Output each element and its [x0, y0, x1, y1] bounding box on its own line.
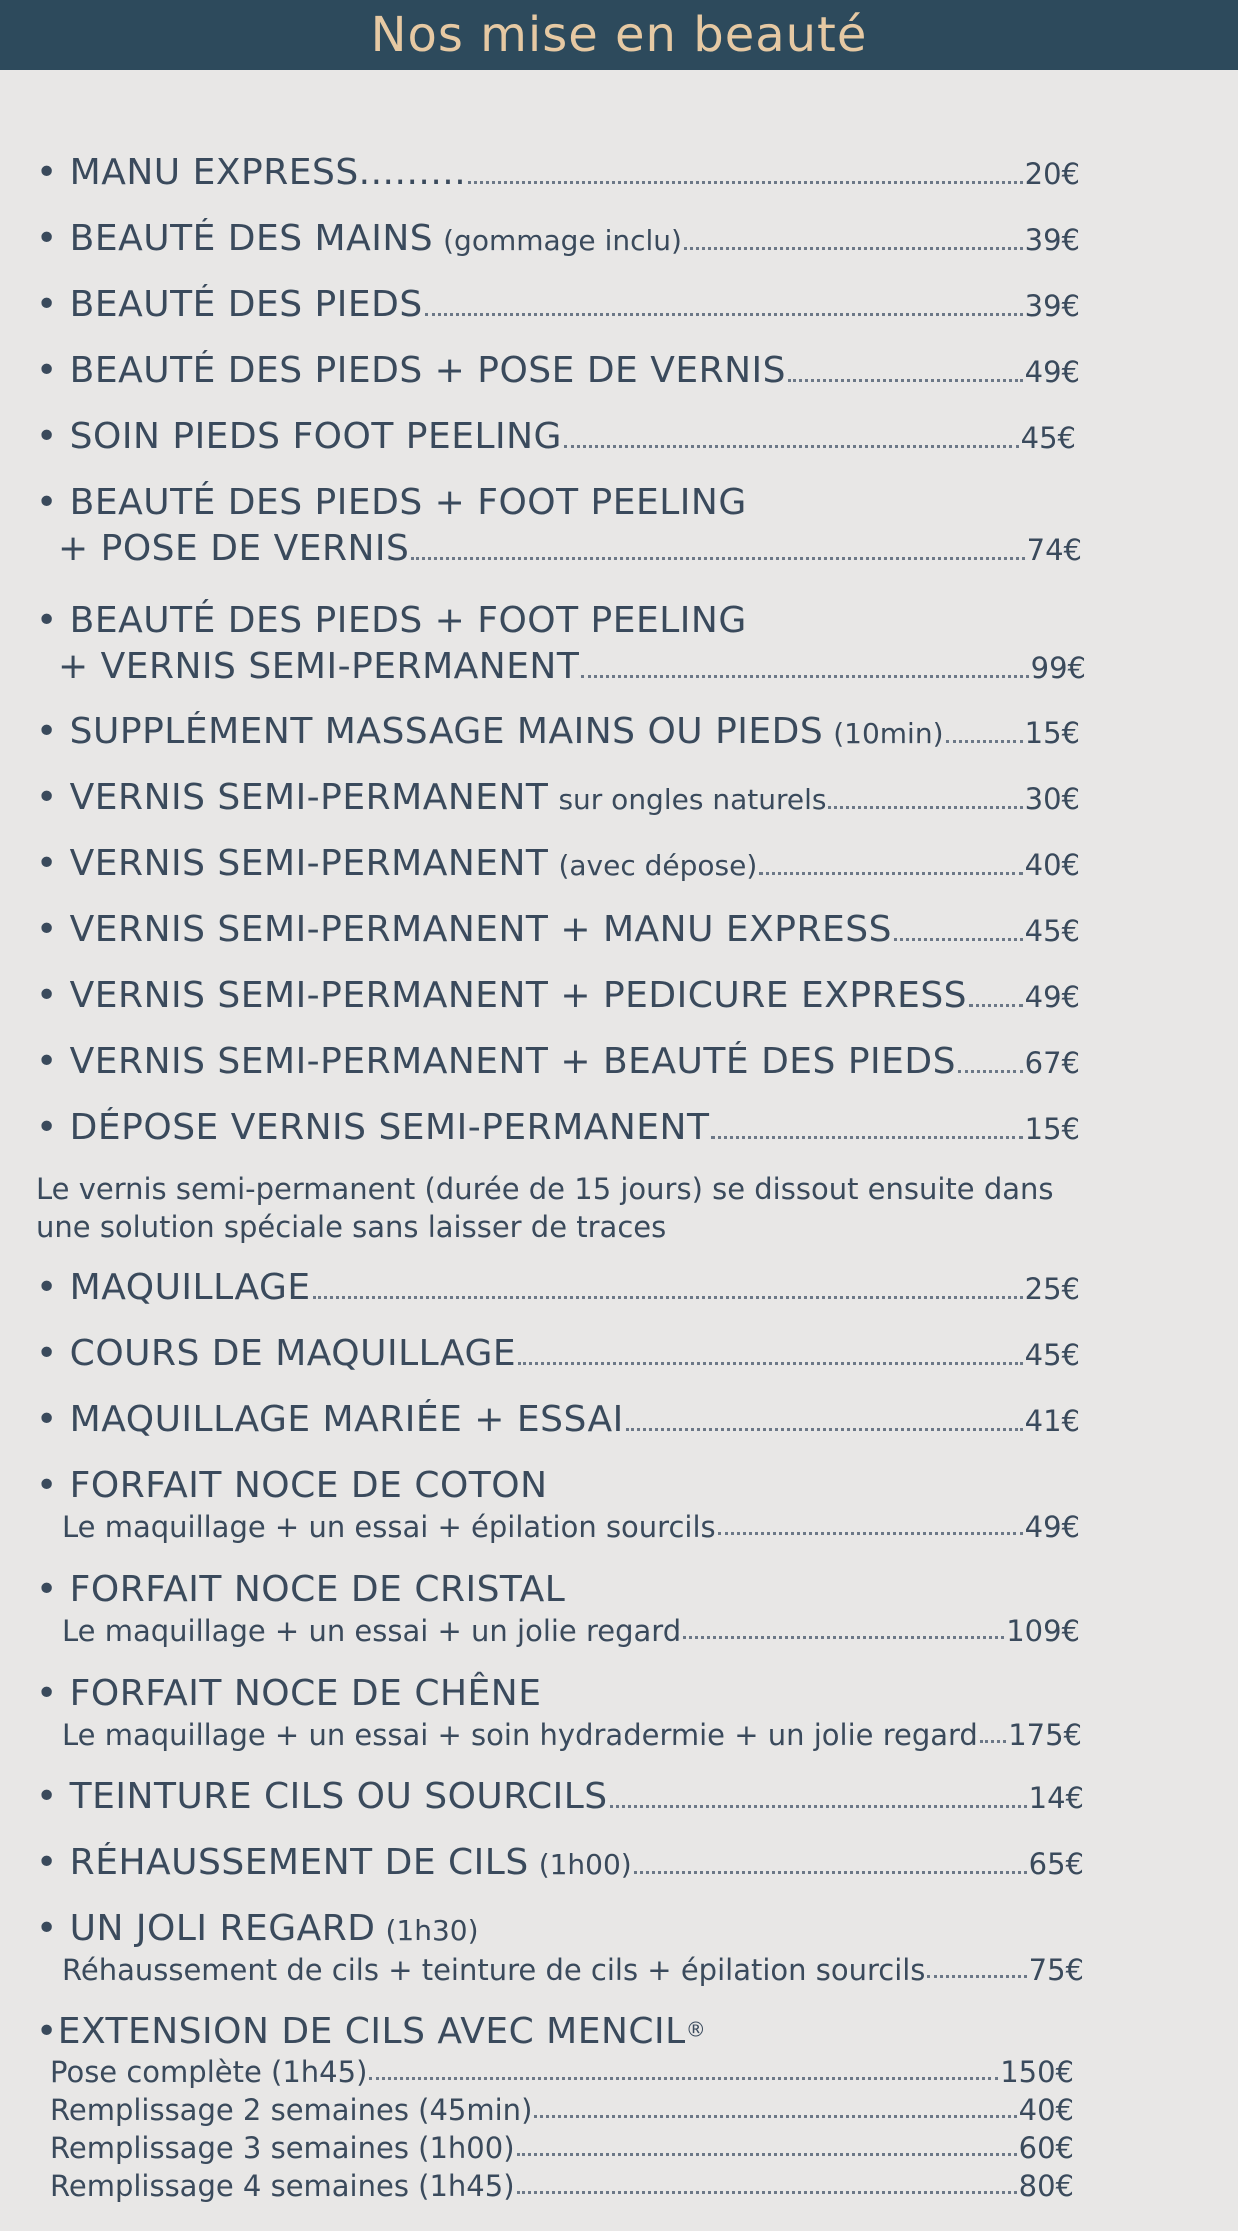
dot-leader: [894, 936, 1023, 941]
item-name: • MANU EXPRESS.........: [36, 152, 467, 193]
list-item: [36, 1267, 1080, 1308]
item-price: 67€: [1024, 1046, 1080, 1080]
list-item: [62, 1614, 1080, 1648]
item-price: 60€: [1018, 2131, 1074, 2165]
item-price: 41€: [1024, 1404, 1080, 1438]
item-price: 39€: [1024, 223, 1080, 257]
item-name-group: [36, 1908, 479, 1949]
list-item: [36, 416, 1076, 457]
dot-leader: [718, 1530, 1023, 1535]
list-item: [36, 1842, 1084, 1883]
dot-leader: [369, 2075, 998, 2080]
list-item: [36, 975, 1080, 1016]
item-name-line2: + VERNIS SEMI-PERMANENT: [58, 646, 580, 687]
item-name: • VERNIS SEMI-PERMANENT + MANU EXPRESS: [36, 909, 892, 950]
item-detail: (1h00): [538, 1848, 632, 1881]
item-price: 25€: [1024, 1272, 1080, 1306]
item-detail: (avec dépose): [558, 849, 758, 882]
item-price: 45€: [1024, 914, 1080, 948]
item-detail: (10min): [833, 717, 944, 750]
item-price: 99€: [1030, 651, 1086, 685]
item-name: • BEAUTÉ DES MAINS: [36, 218, 434, 259]
item-name: • FORFAIT NOCE DE COTON: [36, 1465, 548, 1506]
item-price: 15€: [1024, 1112, 1080, 1146]
item-price: 80€: [1018, 2169, 1074, 2203]
dot-leader: [517, 2189, 1017, 2194]
item-price: 15€: [1024, 716, 1080, 750]
header-banner: [0, 0, 1238, 70]
item-name-line2: + POSE DE VERNIS: [58, 528, 410, 569]
item-name: • TEINTURE CILS OU SOURCILS: [36, 1776, 608, 1817]
list-item: [36, 284, 1080, 325]
note-line: Le vernis semi-permanent (durée de 15 jours) se dissout ensuite dans: [36, 1172, 1054, 1206]
item-name: • FORFAIT NOCE DE CRISTAL: [36, 1569, 566, 1610]
dot-leader: [534, 2113, 1016, 2118]
dot-leader: [564, 443, 1019, 448]
item-price: 45€: [1020, 421, 1076, 455]
item-detail: (gommage inclu): [443, 224, 682, 257]
list-item: [58, 646, 1086, 687]
item-name: • MAQUILLAGE MARIÉE + ESSAI: [36, 1399, 624, 1440]
dot-leader: [828, 804, 1022, 809]
item-name: • MAQUILLAGE: [36, 1267, 311, 1308]
registered-mark: ®: [685, 2017, 706, 2042]
item-description: Réhaussement de cils + teinture de cils + épilation sourcils: [62, 1953, 926, 1987]
dot-leader: [468, 179, 1022, 184]
extension-title-text: •EXTENSION DE CILS AVEC MENCIL: [36, 2011, 686, 2052]
item-price: 75€: [1028, 1953, 1084, 1987]
item-price: 65€: [1028, 1847, 1084, 1881]
item-name: • COURS DE MAQUILLAGE: [36, 1333, 517, 1374]
item-name: • DÉPOSE VERNIS SEMI-PERMANENT: [36, 1107, 710, 1148]
item-name: • UN JOLI REGARD: [36, 1908, 376, 1949]
item-price: 150€: [1000, 2055, 1074, 2089]
item-price: 45€: [1024, 1338, 1080, 1372]
list-item: [62, 1510, 1080, 1544]
item-price: 40€: [1018, 2093, 1074, 2127]
item-description: Le maquillage + un essai + épilation sourcils: [62, 1510, 716, 1544]
list-item: [62, 1718, 1082, 1752]
item-name: Remplissage 3 semaines (1h00): [50, 2131, 515, 2165]
dot-leader: [711, 1134, 1022, 1139]
item-price: 14€: [1028, 1781, 1084, 1815]
list-item: [36, 1333, 1080, 1374]
item-price: 20€: [1024, 157, 1080, 191]
list-item: [62, 1953, 1084, 1987]
item-name: • BEAUTÉ DES PIEDS: [36, 284, 423, 325]
dot-leader: [313, 1294, 1023, 1299]
list-item: [36, 1107, 1080, 1148]
list-item: [36, 843, 1080, 884]
page-title: Nos mise en beauté: [370, 7, 868, 63]
item-detail: (1h30): [385, 1914, 479, 1947]
item-price: 74€: [1026, 533, 1082, 567]
list-item: [50, 2131, 1074, 2165]
item-price: 175€: [1008, 1718, 1082, 1752]
dot-leader: [759, 870, 1022, 875]
item-name: • SOIN PIEDS FOOT PEELING: [36, 416, 562, 457]
item-price: 49€: [1024, 1510, 1080, 1544]
dot-leader: [927, 1973, 1026, 1978]
item-name: • VERNIS SEMI-PERMANENT + BEAUTÉ DES PIEDS: [36, 1041, 956, 1082]
item-name: • BEAUTÉ DES PIEDS + FOOT PEELING: [36, 482, 747, 523]
note-text: [36, 1170, 1054, 1246]
list-item: [36, 1776, 1084, 1817]
list-item: [36, 1041, 1080, 1082]
dot-leader: [634, 1869, 1027, 1874]
item-name: • VERNIS SEMI-PERMANENT: [36, 777, 549, 818]
item-detail: sur ongles naturels: [558, 783, 827, 816]
item-name: • SUPPLÉMENT MASSAGE MAINS OU PIEDS: [36, 711, 824, 752]
item-price: 49€: [1024, 355, 1080, 389]
dot-leader: [425, 311, 1023, 316]
item-name: • FORFAIT NOCE DE CHÊNE: [36, 1673, 542, 1714]
note-line: une solution spéciale sans laisser de traces: [36, 1210, 667, 1244]
dot-leader: [946, 738, 1023, 743]
list-item: [36, 1399, 1080, 1440]
dot-leader: [517, 2151, 1017, 2156]
dot-leader: [683, 1634, 1004, 1639]
list-item: [50, 2093, 1074, 2127]
item-description: Le maquillage + un essai + soin hydradermie + un jolie regard: [62, 1718, 978, 1752]
list-item: [50, 2169, 1074, 2203]
dot-leader: [684, 245, 1023, 250]
dot-leader: [969, 1002, 1023, 1007]
item-name: Remplissage 2 semaines (45min): [50, 2093, 533, 2127]
list-item: [36, 711, 1080, 752]
dot-leader: [958, 1068, 1023, 1073]
list-item: [36, 350, 1080, 391]
dot-leader: [610, 1803, 1027, 1808]
list-item: [36, 909, 1080, 950]
item-name: • VERNIS SEMI-PERMANENT: [36, 843, 549, 884]
item-name: Pose complète (1h45): [50, 2055, 368, 2089]
dot-leader: [980, 1738, 1006, 1743]
list-item: [50, 2055, 1074, 2089]
dot-leader: [518, 1360, 1022, 1365]
item-price: 109€: [1006, 1614, 1080, 1648]
list-item: [36, 152, 1080, 193]
item-price: 49€: [1024, 980, 1080, 1014]
list-item: [36, 218, 1080, 259]
dot-leader: [581, 673, 1028, 678]
item-price: 30€: [1024, 782, 1080, 816]
item-price: 39€: [1024, 289, 1080, 323]
extension-title: [36, 2011, 706, 2052]
dot-leader: [626, 1426, 1023, 1431]
item-name: • VERNIS SEMI-PERMANENT + PEDICURE EXPRESS: [36, 975, 968, 1016]
item-name: • RÉHAUSSEMENT DE CILS: [36, 1842, 529, 1883]
item-name: Remplissage 4 semaines (1h45): [50, 2169, 515, 2203]
list-item: [58, 528, 1082, 569]
item-price: 40€: [1024, 848, 1080, 882]
dot-leader: [788, 377, 1023, 382]
item-name: • BEAUTÉ DES PIEDS + POSE DE VERNIS: [36, 350, 787, 391]
dot-leader: [411, 555, 1024, 560]
list-item: [36, 777, 1080, 818]
item-name: • BEAUTÉ DES PIEDS + FOOT PEELING: [36, 600, 747, 641]
item-description: Le maquillage + un essai + un jolie regard: [62, 1614, 682, 1648]
